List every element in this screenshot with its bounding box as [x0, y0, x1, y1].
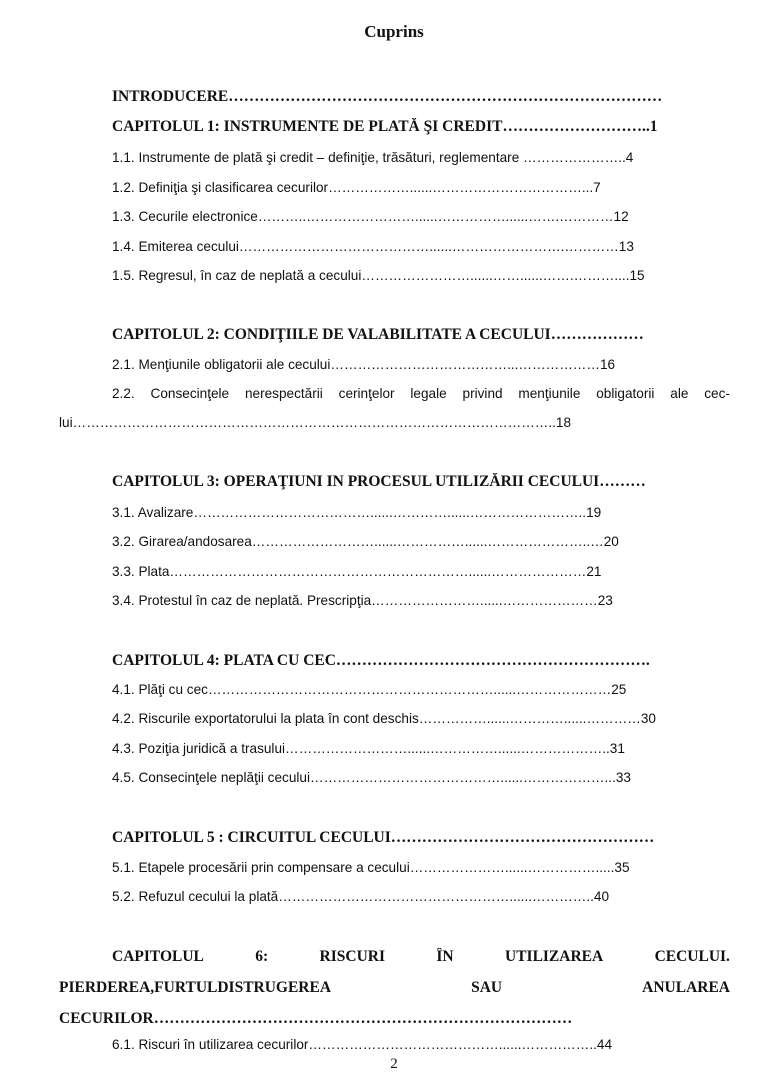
- toc-item-1-1: 1.1. Instrumente de plată şi credit – definiţie, trăsături, reglementare …………………..4: [112, 150, 634, 165]
- toc-item-3-1: 3.1. Avalizare…………………………………......…………......……………………..19: [112, 505, 602, 520]
- page-title: Cuprins: [364, 22, 424, 41]
- word: UTILIZAREA: [505, 948, 604, 965]
- word: obligatorii: [596, 386, 655, 401]
- toc-chapter-6-line-1: [112, 948, 730, 966]
- toc-item-4-3: 4.3. Poziţia juridică a trasului………………………......……………......………………..31: [112, 741, 625, 756]
- toc-item-2-2-line-1: [112, 386, 730, 401]
- word: cec-: [704, 386, 730, 401]
- word: nerespectării: [244, 386, 323, 401]
- page-number: 2: [390, 1056, 398, 1072]
- word: ale: [670, 386, 689, 401]
- toc-chapter-2: CAPITOLUL 2: CONDIŢIILE DE VALABILITATE A CECULUI………………: [112, 326, 644, 343]
- word: SAU: [471, 979, 503, 996]
- toc-item-5-1: 5.1. Etapele procesării prin compensare a cecului…………………......…………….....35: [112, 860, 630, 875]
- word: 2.2.: [112, 386, 135, 401]
- toc-item-1-3: 1.3. Cecurile electronice………..……………………......……………......…….…………12: [112, 209, 629, 224]
- toc-item-5-2: 5.2. Refuzul cecului la plată……………………………………………......…………..40: [112, 889, 610, 904]
- toc-item-1-2: 1.2. Definiţia şi clasificarea cecurilor………………......……………………………...7: [112, 180, 601, 195]
- word: privind: [462, 386, 503, 401]
- toc-item-1-4: 1.4. Emiterea cecului……………………………………......…………………….…………13: [112, 239, 634, 254]
- toc-intro: INTRODUCERE…………………………………………………………………………: [112, 88, 663, 105]
- toc-item-3-2: 3.2. Girarea/andosarea………………………......……………......…………………..…20: [112, 534, 619, 549]
- toc-chapter-6-line-2: [59, 979, 730, 997]
- word: 6:: [255, 948, 269, 965]
- word: CECULUI.: [654, 948, 730, 965]
- word: PIERDEREA,FURTULDISTRUGEREA: [59, 979, 332, 996]
- toc-item-3-3: 3.3. Plata…………………………………………………………......…………………21: [112, 564, 602, 579]
- word: CAPITOLUL: [112, 948, 204, 965]
- toc-chapter-3: CAPITOLUL 3: OPERAŢIUNI IN PROCESUL UTILIZĂRII CECULUI………: [112, 473, 646, 490]
- word: ANULAREA: [642, 979, 730, 996]
- word: cerinţelor: [338, 386, 395, 401]
- word: legale: [410, 386, 447, 401]
- word: ÎN: [436, 948, 454, 965]
- word: Consecinţele: [150, 386, 230, 401]
- toc-chapter-1: CAPITOLUL 1: INSTRUMENTE DE PLATĂ ŞI CREDIT………………………..1: [112, 118, 658, 135]
- toc-item-2-1: 2.1. Menţiunile obligatorii ale cecului…………………………………...………………16: [112, 357, 616, 372]
- toc-chapter-6-line-3: CECURILOR………………………………………………………………………: [59, 1010, 573, 1027]
- toc-item-6-1: 6.1. Riscuri în utilizarea cecurilor……………………………………......……………..44: [112, 1037, 613, 1052]
- toc-item-4-1: 4.1. Plăţi cu cec………………………………………………………......…………………25: [112, 682, 627, 697]
- toc-item-2-2-line-2: lui……………………………………………………………………………………………..18: [59, 415, 572, 430]
- toc-chapter-4: CAPITOLUL 4: PLATA CU CEC…………………………………………………….: [112, 652, 650, 669]
- toc-item-4-5: 4.5. Consecinţele neplăţii cecului……………………………………......………………...33: [112, 770, 631, 785]
- word: RISCURI: [319, 948, 386, 965]
- toc-item-1-5: 1.5. Regresul, în caz de neplată a cecului……………………......……......…….………....15: [112, 268, 645, 283]
- toc-chapter-5: CAPITOLUL 5 : CIRCUITUL CECULUI……………………………………………: [112, 829, 655, 846]
- toc-item-3-4: 3.4. Protestul în caz de neplată. Prescripţia……………………......…………………23: [112, 593, 613, 608]
- toc-item-4-2: 4.2. Riscurile exportatorului la plata în cont deschis……………......…………......…………30: [112, 711, 656, 726]
- word: menţiunile: [518, 386, 581, 401]
